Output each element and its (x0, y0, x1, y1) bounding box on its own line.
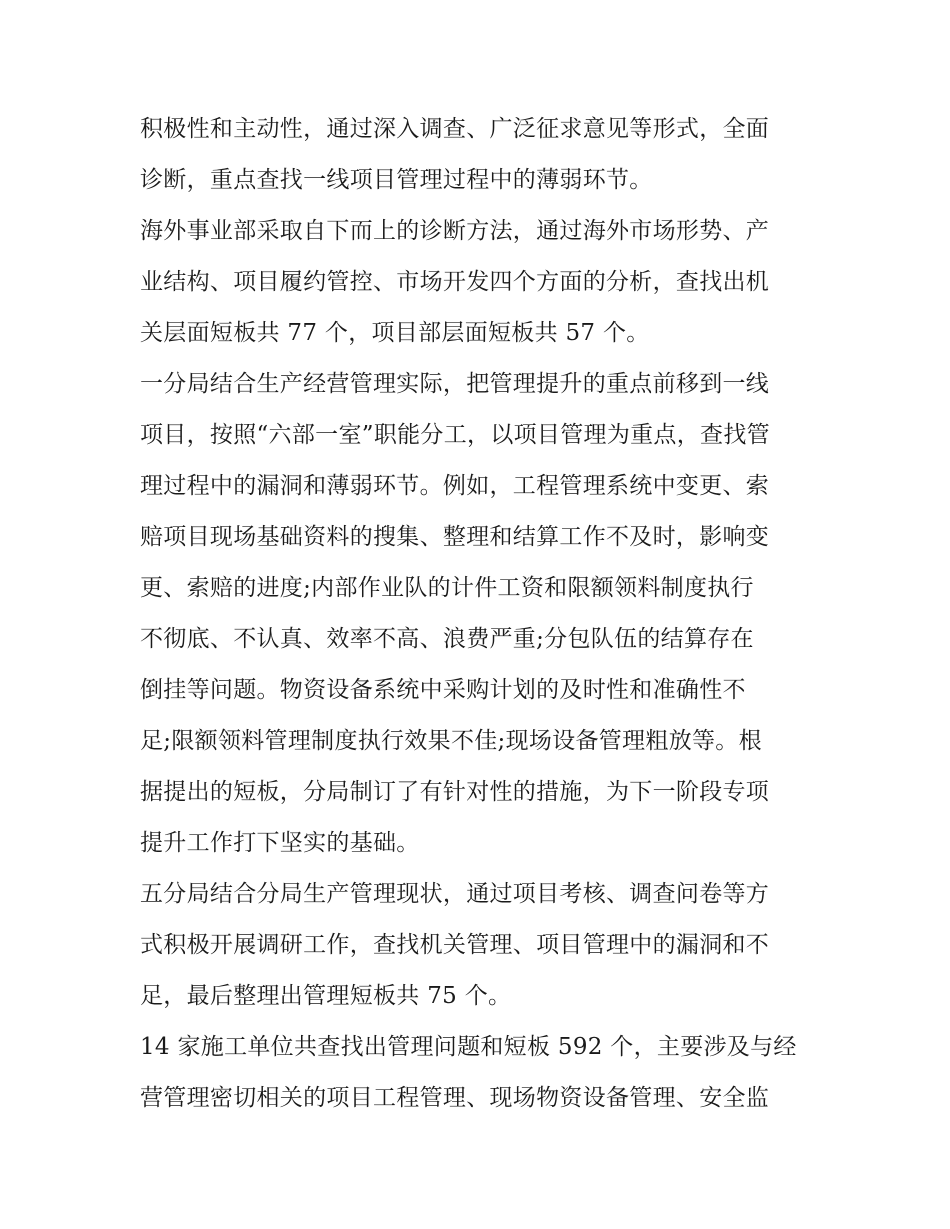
text-line: 不彻底、不认真、效率不高、浪费严重;分包队伍的结算存在 (140, 626, 754, 652)
text-line: 倒挂等问题。物资设备系统中采购计划的及时性和准确性不 (140, 677, 746, 703)
text-line: 式积极开展调研工作，查找机关管理、项目管理中的漏洞和不 (140, 932, 770, 958)
text-line: 一分局结合生产经营管理实际，把管理提升的重点前移到一线 (140, 371, 770, 397)
text-line: 14 家施工单位共查找出管理问题和短板 592 个，主要涉及与经 (140, 1034, 797, 1060)
text-line: 关层面短板共 77 个，项目部层面短板共 57 个。 (140, 320, 650, 346)
text-line: 积极性和主动性，通过深入调查、广泛征求意见等形式，全面 (140, 116, 770, 142)
text-line: 项目，按照“六部一室”职能分工，以项目管理为重点，查找管 (140, 422, 770, 448)
text-line: 足;限额领料管理制度执行效果不佳;现场设备管理粗放等。根 (140, 728, 762, 754)
text-line: 提升工作打下坚实的基础。 (140, 830, 420, 856)
text-line: 足，最后整理出管理短板共 75 个。 (140, 983, 512, 1009)
text-line: 业结构、项目履约管控、市场开发四个方面的分析，查找出机 (140, 269, 770, 295)
text-line: 营管理密切相关的项目工程管理、现场物资设备管理、安全监 (140, 1085, 770, 1111)
text-line: 理过程中的漏洞和薄弱环节。例如，工程管理系统中变更、索 (140, 473, 770, 499)
text-line: 赔项目现场基础资料的搜集、整理和结算工作不及时，影响变 (140, 524, 770, 550)
text-line: 更、索赔的进度;内部作业队的计件工资和限额领料制度执行 (140, 575, 754, 601)
text-line: 据提出的短板，分局制订了有针对性的措施，为下一阶段专项 (140, 779, 770, 805)
text-line: 五分局结合分局生产管理现状，通过项目考核、调查问卷等方 (140, 881, 770, 907)
text-line: 诊断，重点查找一线项目管理过程中的薄弱环节。 (140, 167, 653, 193)
text-line: 海外事业部采取自下而上的诊断方法，通过海外市场形势、产 (140, 218, 770, 244)
